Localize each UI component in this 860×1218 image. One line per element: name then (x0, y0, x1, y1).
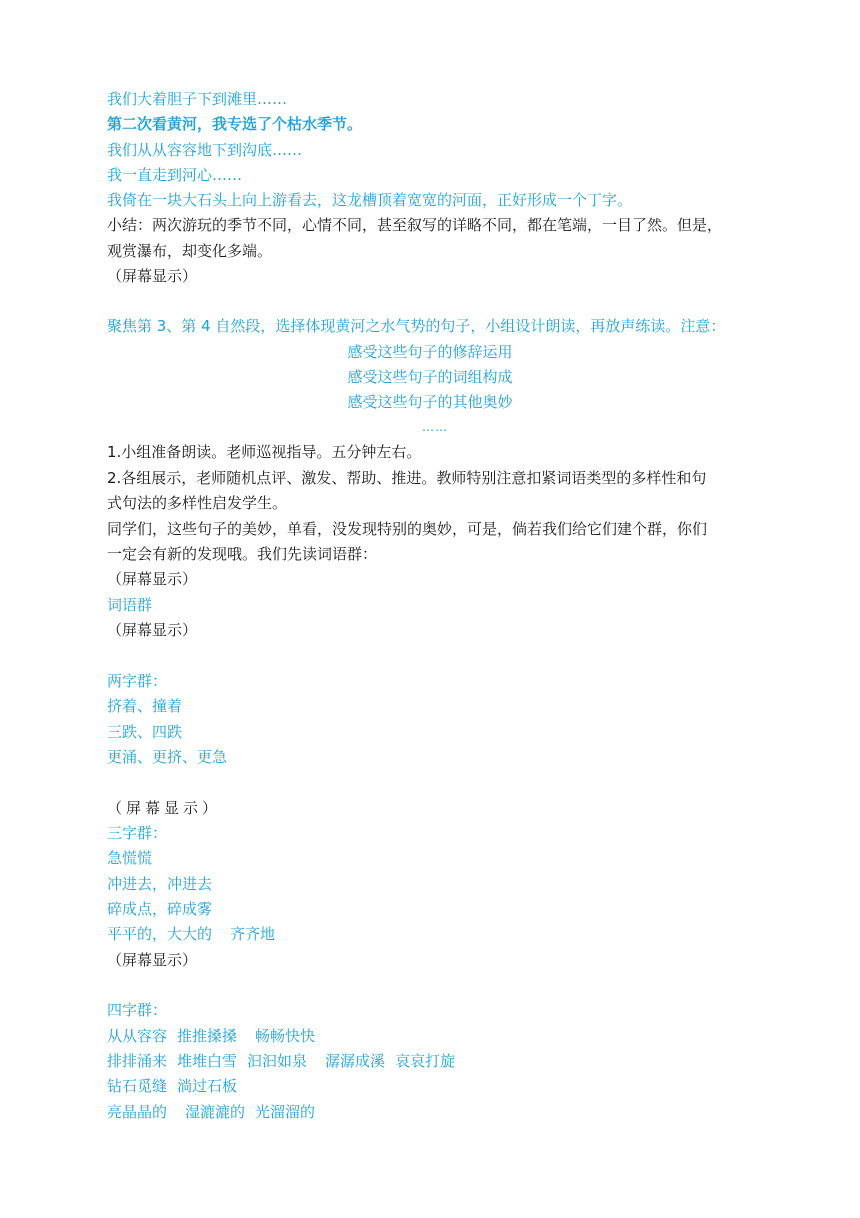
summary-line: 观赏瀑布，却变化多端。 (107, 242, 273, 260)
word-group (107, 924, 275, 944)
summary-line: 小结：两次游玩的季节不同，心情不同，甚至叙写的详略不同，都在笔端，一目了然。但是， (107, 216, 723, 234)
paragraph-line: 同学们，这些句子的美妙，单看，没发现特别的奥妙，可是，倘若我们给它们建个群，你们 (107, 520, 708, 538)
word-group (107, 1051, 455, 1071)
word-group: 冲进去，冲进去 (107, 875, 213, 893)
quote-line-bold: 第二次看黄河，我专选了个枯水季节。 (107, 115, 363, 133)
word-item: 排排涌来 (107, 1052, 168, 1070)
word-group (107, 1026, 315, 1046)
word-item: 哀哀打旋 (395, 1052, 456, 1070)
word-group: 三跌、四跌 (107, 723, 183, 741)
word-item: 平平的，大大的 (107, 925, 213, 943)
group-heading: 四字群： (107, 1001, 168, 1019)
quote-line: 我倚在一块大石头上向上游看去，这龙槽顶着宽宽的河面，正好形成一个丁字。 (107, 191, 633, 209)
word-item: 堆堆白雪 (177, 1052, 238, 1070)
word-item: 光溜溜的 (255, 1103, 316, 1121)
word-item: 推推搡搡 (177, 1027, 238, 1045)
word-item: 亮晶晶的 (107, 1103, 168, 1121)
group-heading: 两字群： (107, 672, 168, 690)
word-group (107, 1102, 315, 1122)
task-point: 感受这些句子的修辞运用 (347, 343, 513, 361)
quote-line: 我们从从容容地下到沟底…… (107, 141, 303, 159)
group-heading: 三字群： (107, 824, 168, 842)
quote-line: 我一直走到河心…… (107, 166, 243, 184)
task-point: 感受这些句子的其他奥妙 (347, 393, 513, 411)
word-group (107, 1076, 237, 1096)
word-item: 钻石觅缝 (107, 1077, 168, 1095)
step-line: 2.各组展示，老师随机点评、激发、帮助、推进。教师特别注意扣紧词语类型的多样性和句 (107, 469, 707, 487)
word-group: 碎成点，碎成雾 (107, 900, 213, 918)
task-point: 感受这些句子的词组构成 (347, 368, 513, 386)
word-item: 湿漉漉的 (185, 1103, 246, 1121)
word-item: 畅畅快快 (255, 1027, 316, 1045)
word-group: 更涌、更挤、更急 (107, 748, 228, 766)
screen-display-note: （屏幕显示） (107, 267, 198, 285)
screen-display-note: （屏幕显示） (107, 951, 198, 969)
word-item: 汩汩如泉 (247, 1052, 308, 1070)
word-group: 挤着、撞着 (107, 697, 183, 715)
screen-display-note: （屏幕显示） (107, 799, 222, 817)
quote-line: 我们大着胆子下到滩里…… (107, 90, 288, 108)
paragraph-line: 一定会有新的发现哦。我们先读词语群： (107, 545, 378, 563)
ellipsis: …… (422, 420, 448, 434)
word-item: 齐齐地 (230, 925, 276, 943)
word-item: 从从容容 (107, 1027, 168, 1045)
task-instruction: 聚焦第 3、第 4 自然段，选择体现黄河之水气势的句子，小组设计朗读，再放声练读。注意： (107, 317, 726, 335)
screen-display-note: （屏幕显示） (107, 570, 198, 588)
step-line: 1.小组准备朗读。老师巡视指导。五分钟左右。 (107, 443, 422, 461)
word-group: 急慌慌 (107, 849, 153, 867)
step-line: 式句法的多样性启发学生。 (107, 494, 288, 512)
word-item: 潺潺成溪 (325, 1052, 386, 1070)
section-heading: 词语群 (107, 596, 153, 614)
screen-display-note: （屏幕显示） (107, 621, 198, 639)
word-item: 淌过石板 (177, 1077, 238, 1095)
